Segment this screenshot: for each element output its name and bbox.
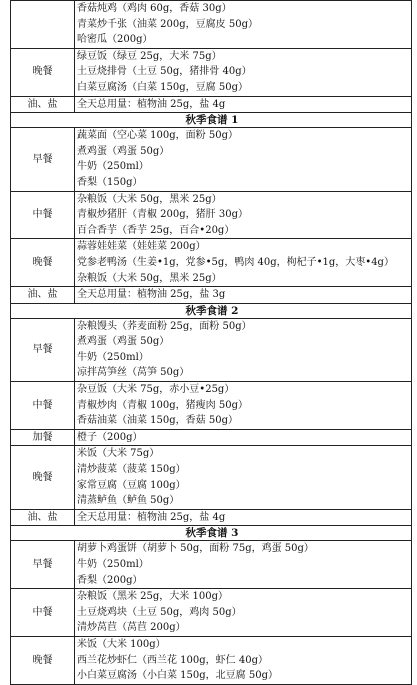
- food-item: 蒜蓉娃娃菜（娃娃菜 200g）: [77, 241, 206, 253]
- meal-label: 晚餐: [11, 48, 75, 96]
- food-item: 杂粮馒头（荞麦面粉 25g，面粉 50g）: [77, 320, 252, 332]
- meal-row: [11, 318, 412, 381]
- daily-total-text: 全天总用量：植物油 25g，盐 4g: [75, 96, 412, 113]
- meal-items: [75, 128, 412, 191]
- food-item: 清炒莴苣（莴苣 200g）: [77, 622, 186, 634]
- food-item: 百合香芋（香芋 25g，百合•20g）: [77, 224, 235, 236]
- meal-row: [11, 636, 412, 684]
- food-item: 米饭（大米 75g）: [77, 448, 160, 460]
- food-item: 白菜豆腐汤（白菜 150g，豆腐 50g）: [77, 81, 248, 93]
- meal-label: 晚餐: [11, 446, 75, 509]
- food-item: 青椒炒猪肝（青椒 200g，猪肝 30g）: [77, 209, 248, 221]
- meal-row: [11, 1, 412, 49]
- meal-items: [75, 318, 412, 381]
- food-item: 煮鸡蛋（鸡蛋 50g）: [77, 145, 170, 157]
- meal-items: [75, 191, 412, 239]
- daily-total-row: [11, 96, 412, 113]
- meal-items: [75, 382, 412, 430]
- food-item: 香菇油菜（油菜 150g，香菇 50g）: [77, 415, 238, 427]
- food-item: 杂豆饭（大米 75g，赤小豆•25g）: [77, 384, 235, 396]
- food-item: 杂粮饭（黑米 25g，大米 100g）: [77, 591, 228, 603]
- meal-items: [75, 636, 412, 684]
- meal-label: [11, 1, 75, 49]
- meal-row: [11, 191, 412, 239]
- meal-label: 中餐: [11, 191, 75, 239]
- food-item: 牛奶（250ml）: [77, 351, 149, 363]
- daily-total-text: 全天总用量：植物油 25g，盐 4g: [75, 509, 412, 526]
- meal-label: 油、盐: [11, 509, 75, 526]
- food-item: 清蒸鲈鱼（鲈鱼 50g）: [77, 495, 180, 507]
- daily-total-row: [11, 287, 412, 304]
- meal-row: [11, 446, 412, 509]
- meal-label: 晚餐: [11, 239, 75, 287]
- meal-label: 早餐: [11, 318, 75, 381]
- food-item: 杂粮饭（大米 50g，黑米 25g）: [77, 193, 222, 205]
- food-item: 煮鸡蛋（鸡蛋 50g）: [77, 336, 170, 348]
- food-item: 牛奶（250ml）: [77, 161, 149, 173]
- meal-items: [75, 239, 412, 287]
- meal-items: [75, 541, 412, 589]
- food-item: 小白菜豆腐汤（小白菜 150g，北豆腐 50g）: [77, 670, 278, 682]
- meal-label: 中餐: [11, 589, 75, 637]
- menu-table-container: [10, 0, 411, 682]
- food-item: 香梨（150g）: [77, 176, 143, 188]
- food-item: 家常豆腐（豆腐 100g）: [77, 479, 186, 491]
- food-item: 牛奶（250ml）: [77, 559, 149, 570]
- food-item: 杂粮饭（大米 50g，黑米 25g）: [77, 272, 222, 284]
- meal-label: 早餐: [11, 128, 75, 191]
- meal-items: [75, 429, 412, 446]
- meal-items: [75, 48, 412, 96]
- meal-items: [75, 446, 412, 509]
- menu-table: [10, 0, 412, 685]
- food-item: 米饭（大米 100g）: [77, 638, 166, 650]
- meal-label: 油、盐: [11, 287, 75, 304]
- meal-row: [11, 128, 412, 191]
- food-item: 绿豆饭（绿豆 25g，大米 75g）: [77, 50, 222, 62]
- meal-items: [75, 589, 412, 637]
- meal-label: 早餐: [11, 541, 75, 589]
- food-item: 青椒炒肉（青椒 100g，猪瘦肉 50g）: [77, 399, 248, 411]
- food-item: 土豆烧鸡块（土豆 50g，鸡肉 50g）: [77, 606, 242, 618]
- meal-label: 中餐: [11, 382, 75, 430]
- food-item: 哈密瓜（200g）: [77, 34, 153, 46]
- meal-label: 油、盐: [11, 96, 75, 113]
- food-item: 香梨（200g）: [77, 574, 143, 586]
- food-item: 香菇炖鸡（鸡肉 60g，香菇 30g）: [77, 3, 232, 14]
- meal-label: 晚餐: [11, 636, 75, 684]
- section-header-row: [11, 526, 412, 541]
- food-item: 蔬菜面（空心菜 100g，面粉 50g）: [77, 130, 238, 142]
- meal-row: [11, 429, 412, 446]
- section-title: 秋季食谱 2: [11, 303, 412, 318]
- meal-label: 加餐: [11, 429, 75, 446]
- meal-row: [11, 239, 412, 287]
- section-header-row: [11, 303, 412, 318]
- daily-total-text: 全天总用量：植物油 25g，盐 3g: [75, 287, 412, 304]
- food-item: 西兰花炒虾仁（西兰花 100g，虾仁 40g）: [77, 654, 268, 666]
- meal-row: [11, 382, 412, 430]
- food-item: 橙子（200g）: [77, 431, 143, 443]
- meal-row: [11, 48, 412, 96]
- food-item: 凉拌莴笋丝（莴笋 50g）: [77, 367, 190, 379]
- food-item: 清炒菠菜（菠菜 150g）: [77, 464, 186, 476]
- meal-items: [75, 1, 412, 49]
- food-item: 土豆烧排骨（土豆 50g，猪排骨 40g）: [77, 66, 252, 78]
- section-title: 秋季食谱 3: [11, 526, 412, 541]
- food-item: 青菜炒千张（油菜 200g，豆腐皮 50g）: [77, 18, 258, 30]
- food-item: 胡萝卜鸡蛋饼（胡萝卜 50g，面粉 75g，鸡蛋 50g）: [77, 543, 314, 555]
- section-header-row: [11, 113, 412, 128]
- daily-total-row: [11, 509, 412, 526]
- meal-row: [11, 541, 412, 589]
- food-item: 党参老鸭汤（生姜•1g，党参•5g，鸭肉 40g，枸杞子•1g，大枣•4g）: [77, 256, 394, 268]
- section-title: 秋季食谱 1: [11, 113, 412, 128]
- meal-row: [11, 589, 412, 637]
